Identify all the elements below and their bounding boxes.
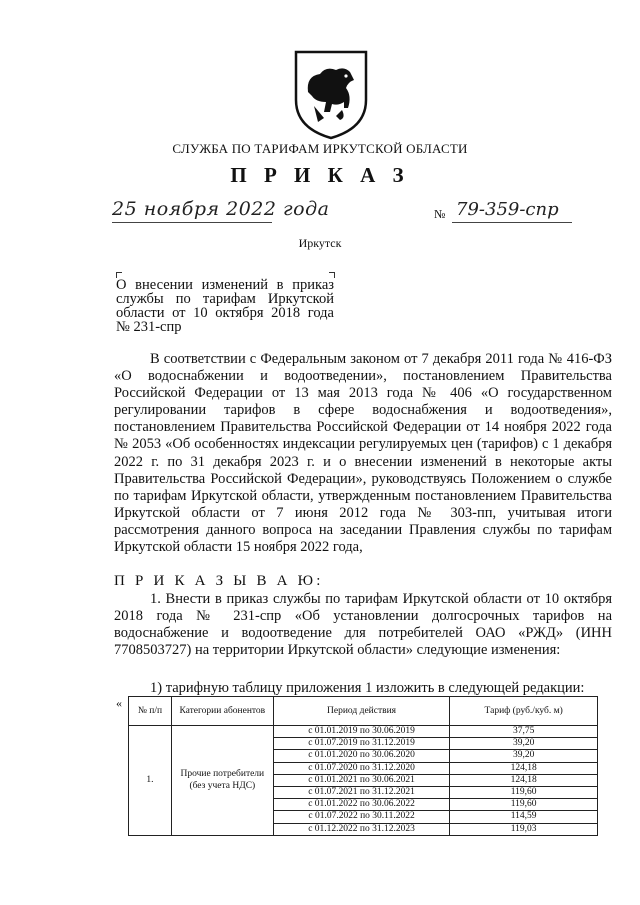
tariff-cell: 124,18: [450, 774, 598, 786]
header-category: Категории абонентов: [171, 697, 273, 726]
tariff-table: [128, 696, 598, 836]
handwritten-date: 25 ноября 2022 года: [112, 198, 330, 220]
period-cell: с 01.12.2022 по 31.12.2023: [273, 823, 450, 835]
order-subject: [116, 278, 334, 334]
period-cell: с 01.07.2019 по 31.12.2019: [273, 738, 450, 750]
period-cell: с 01.01.2019 по 30.06.2019: [273, 726, 450, 738]
city-name: Иркутск: [298, 236, 342, 250]
period-cell: с 01.01.2020 по 30.06.2020: [273, 750, 450, 762]
order-word: П Р И К А З Ы В А Ю:: [114, 573, 324, 589]
consumer-category: Прочие потребители (без учета НДС): [171, 726, 273, 836]
coat-of-arms-emblem: [292, 48, 370, 140]
agency-name: СЛУЖБА ПО ТАРИФАМ ИРКУТСКОЙ ОБЛАСТИ: [172, 141, 468, 156]
tariff-cell: 119,60: [450, 799, 598, 811]
subject-line: № 231-спр: [116, 319, 182, 335]
table-row: [129, 726, 598, 738]
number-sign: №: [434, 207, 446, 221]
header-period: Период действия: [273, 697, 450, 726]
tariff-cell: 37,75: [450, 726, 598, 738]
item-1-paragraph: 1. Внести в приказ службы по тарифам Иркутской области от 10 октября 2018 года № 231-спр «Об установлении долгосрочных тарифов на водоснабжение и водоотведение для потребителей ОАО «РЖД» (ИНН 7708503727) на территории Иркутской области» следующие изменения:: [114, 591, 612, 659]
subject-line: области от 10 октября 2018 года: [116, 305, 334, 321]
header-num: № п/п: [129, 697, 172, 726]
table-open-quote: «: [116, 696, 122, 710]
period-cell: с 01.07.2021 по 31.12.2021: [273, 786, 450, 798]
period-cell: с 01.07.2022 по 30.11.2022: [273, 811, 450, 823]
period-cell: с 01.01.2022 по 30.06.2022: [273, 799, 450, 811]
tariff-cell: 124,18: [450, 762, 598, 774]
preamble-paragraph: В соответствии с Федеральным законом от 7 декабря 2011 года № 416-ФЗ «О водоснабжении и водоотведении», постановлением Правительства Российской Федерации от 13 мая 2013 года № 406 «О государственном регулировании тарифов в сфере водоснабжения и водоотведения», постановлением Правительства Российской Федерации от 14 ноября 2022 года № 2053 «Об особенностях индексации регулируемых цен (тарифов) с 1 декабря 2022 г. по 31 декабря 2023 г. и о внесении изменений в некоторые акты Правительства Российской Федерации», руководствуясь Положением о службе по тарифам Иркутской области, утвержденным постановлением Правительства Иркутской области от 7 июня 2012 года № 303-пп, учитывая итоги рассмотрения данного вопроса на заседании Правления службы по тарифам Иркутской области 15 ноября 2022 года,: [114, 351, 612, 556]
tariff-cell: 39,20: [450, 750, 598, 762]
tariff-cell: 119,03: [450, 823, 598, 835]
subject-line: службы по тарифам Иркутской: [116, 291, 334, 307]
period-cell: с 01.07.2020 по 31.12.2020: [273, 762, 450, 774]
header-tariff: Тариф (руб./куб. м): [450, 697, 598, 726]
document-title: П Р И К А З: [230, 163, 410, 187]
tariff-cell: 119,60: [450, 786, 598, 798]
date-underline: [112, 222, 272, 223]
tariff-cell: 114,59: [450, 811, 598, 823]
tariff-cell: 39,20: [450, 738, 598, 750]
table-header-row: [129, 697, 598, 726]
number-underline: [452, 222, 572, 223]
period-cell: с 01.01.2021 по 30.06.2021: [273, 774, 450, 786]
handwritten-number: 79-359-спр: [456, 199, 559, 220]
item-1-1-paragraph: 1) тарифную таблицу приложения 1 изложить в следующей редакции:: [150, 680, 585, 696]
row-number: 1.: [129, 726, 172, 836]
subject-line: О внесении изменений в приказ: [116, 277, 334, 293]
